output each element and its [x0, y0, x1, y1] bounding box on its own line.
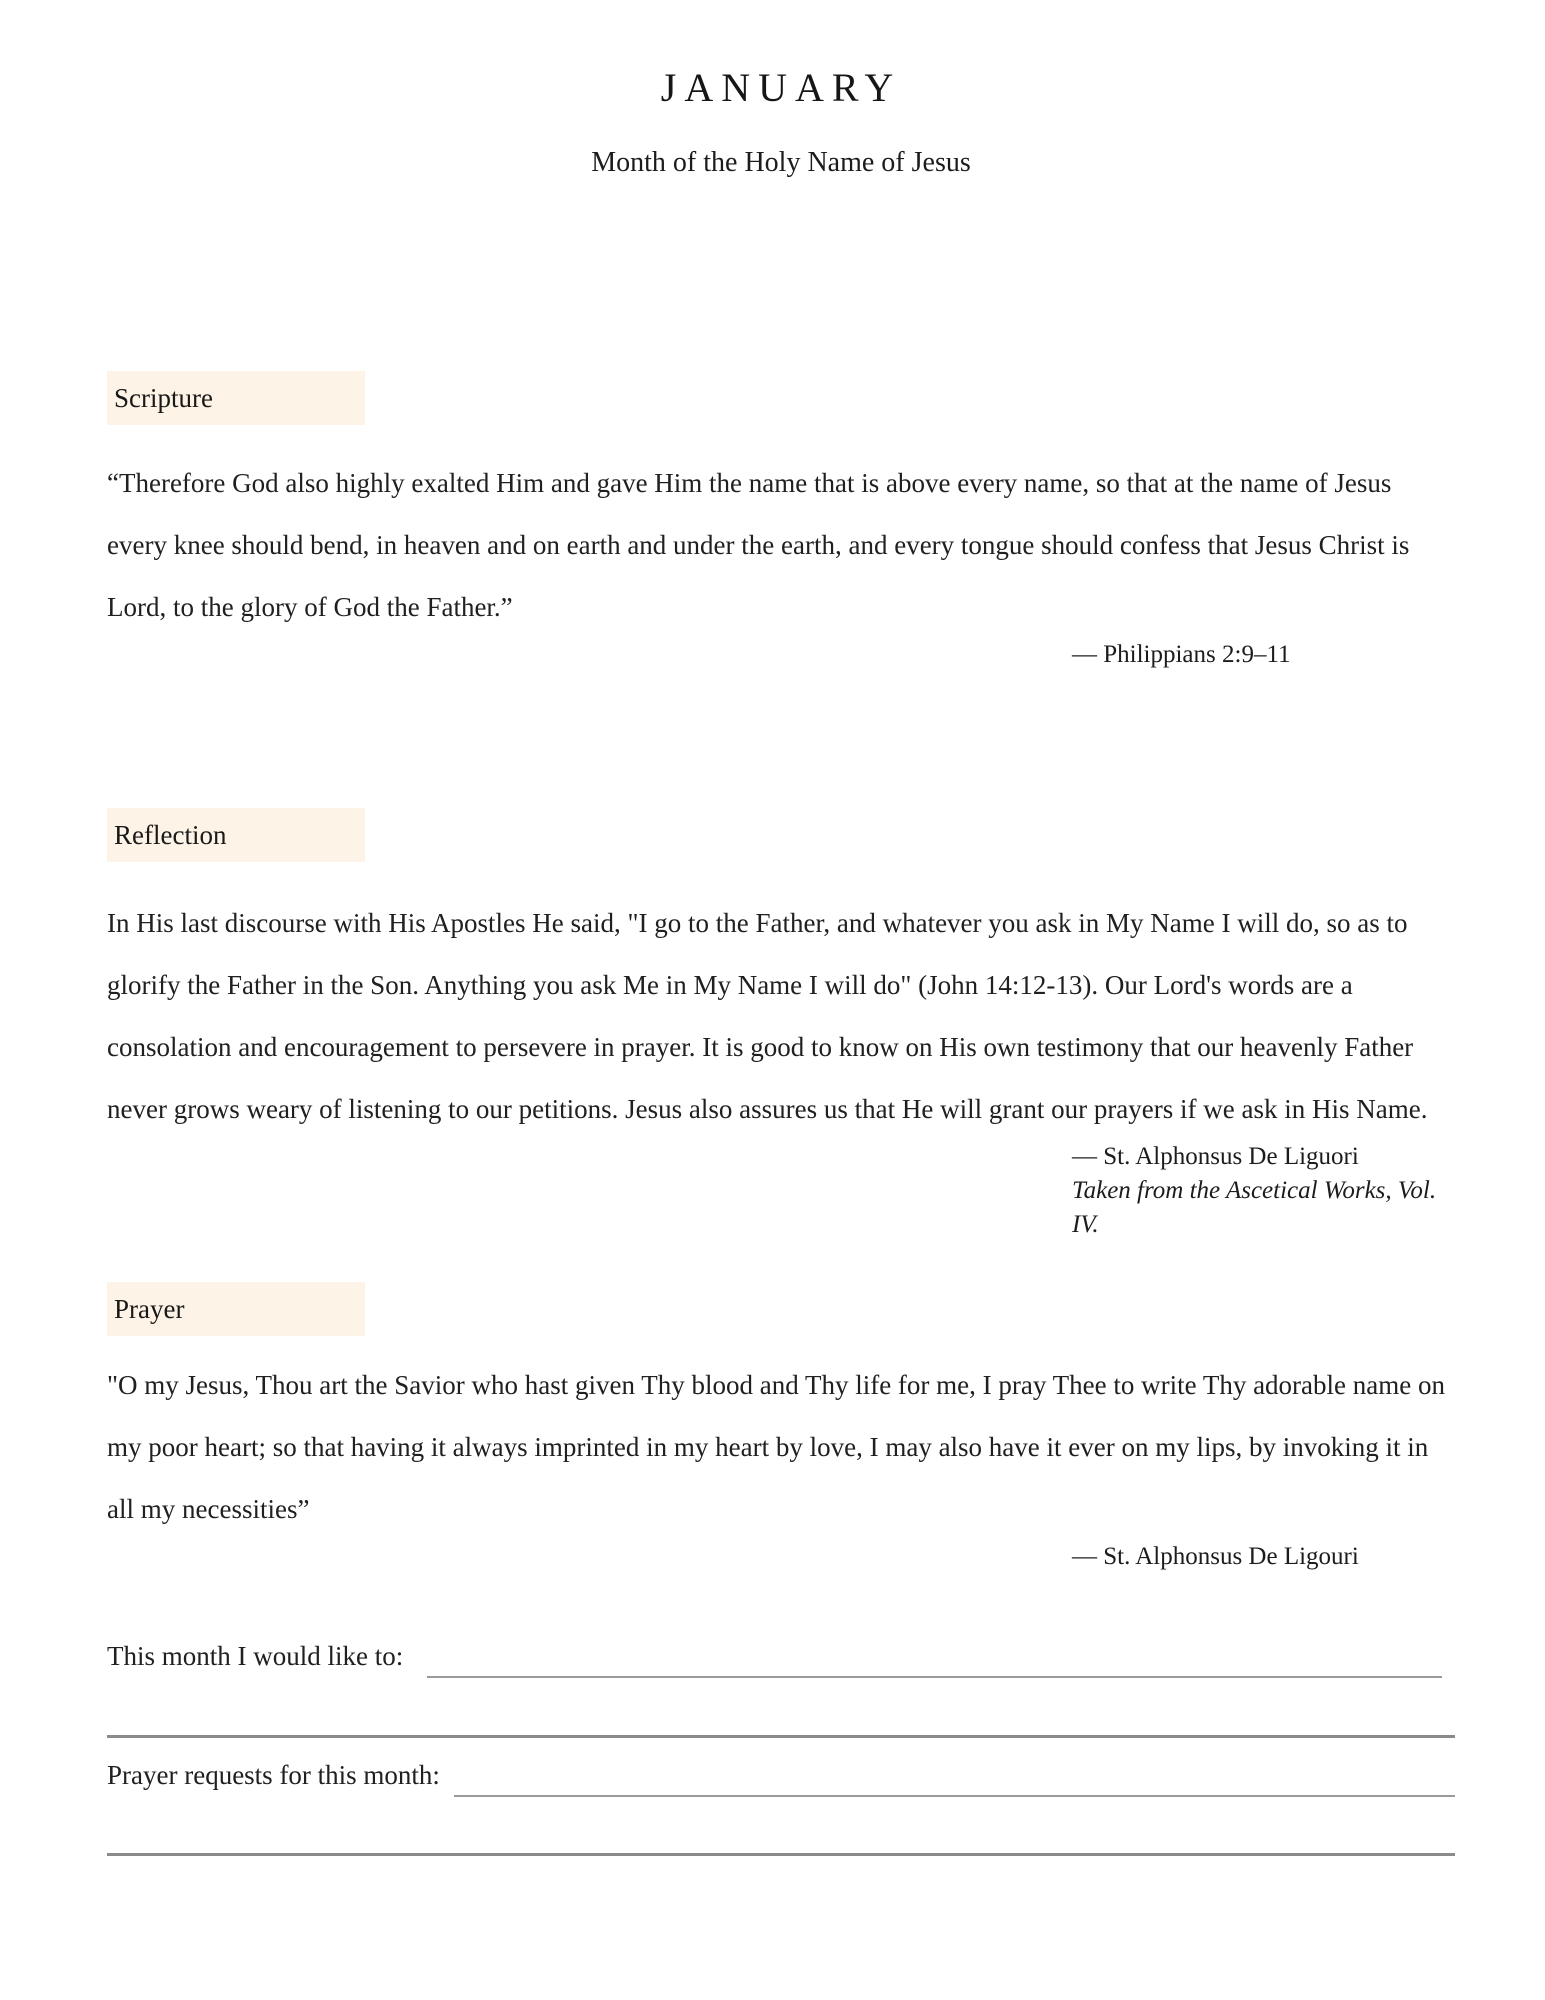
scripture-text: “Therefore God also highly exalted Him and gave Him the name that is above every name, so that at the name of Jesus every knee should bend, in heaven and on earth and under the earth, and every tongue should confess that Jesus Christ is Lord, to the glory of God the Father.”	[107, 468, 1410, 622]
prayer-attribution-name: — St. Alphonsus De Ligouri	[1072, 1543, 1359, 1570]
reflection-attribution-source: Taken from the Ascetical Works, Vol. IV.	[1072, 1177, 1437, 1238]
section-label-prayer	[107, 1282, 365, 1336]
goal-extra-line[interactable]	[107, 1735, 1455, 1738]
scripture-label-text: Scripture	[114, 383, 213, 413]
section-label-scripture	[107, 371, 365, 425]
page-subtitle: Month of the Holy Name of Jesus	[591, 147, 971, 178]
prayer-text: "O my Jesus, Thou art the Savior who hast given Thy blood and Thy life for me, I pray Thee to write Thy adorable name on my poor heart; so that having it always imprinted in my heart by love, I may also have it ever on my lips, by invoking it in all my necessities”	[107, 1370, 1445, 1524]
scripture-attribution-name: — Philippians 2:9–11	[1072, 641, 1291, 668]
reflection-attribution	[1072, 1140, 1455, 1242]
reflection-text: In His last discourse with His Apostles He said, "I go to the Father, and whatever you ask in My Name I will do, so as to glorify the Father in the Son. Anything you ask Me in My Name I will do" (John 14:12-13). Our Lord's words are a consolation and encouragement to persevere in prayer. It is good to know on His own testimony that our heavenly Father never grows weary of listening to our petitions. Jesus also assures us that He will grant our prayers if we ask in His Name.	[107, 908, 1428, 1124]
reflection-attribution-name: — St. Alphonsus De Liguori	[1072, 1143, 1359, 1170]
page-title: JANUARY	[660, 65, 902, 110]
requests-input-line[interactable]	[454, 1795, 1455, 1797]
prayer-label-text: Prayer	[114, 1294, 185, 1324]
requests-field-row	[107, 1753, 1455, 1797]
reflection-label-text: Reflection	[114, 820, 227, 850]
prayer-attribution	[1072, 1540, 1455, 1574]
scripture-attribution	[1072, 638, 1455, 672]
requests-label: Prayer requests for this month:	[107, 1760, 440, 1790]
requests-extra-line[interactable]	[107, 1853, 1455, 1856]
goal-input-line[interactable]	[427, 1676, 1442, 1678]
goal-field-row	[107, 1634, 1455, 1678]
goal-label: This month I would like to:	[107, 1641, 404, 1671]
section-label-reflection	[107, 808, 365, 862]
